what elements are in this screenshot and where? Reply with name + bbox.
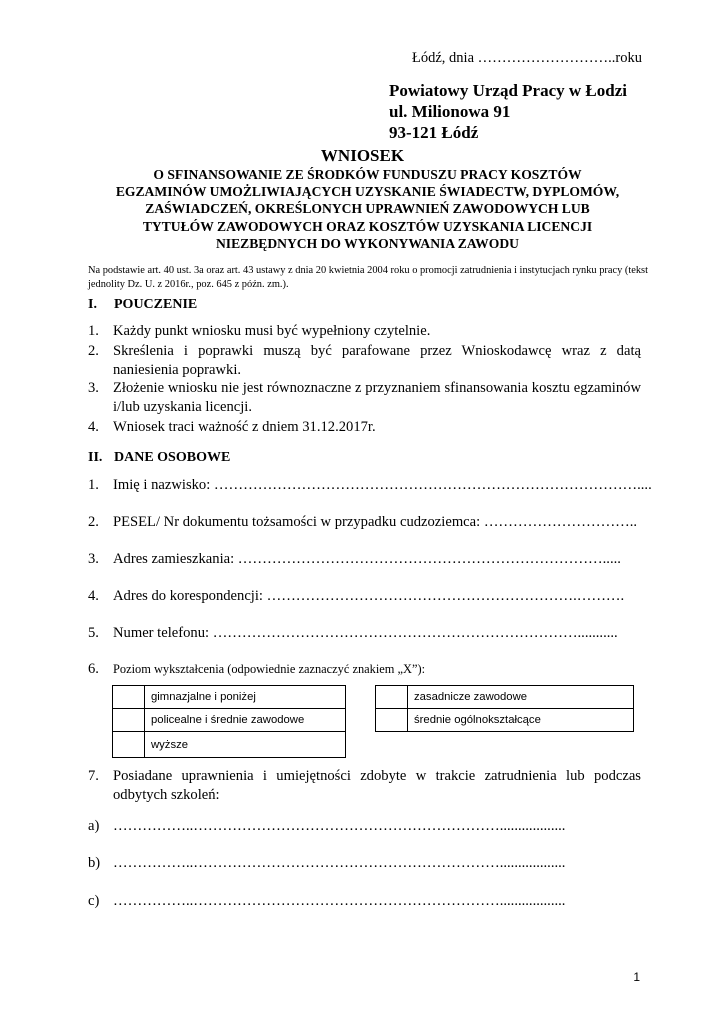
- skills-line-a[interactable]: [88, 818, 565, 835]
- line-letter: a): [88, 818, 100, 834]
- section-title: DANE OSOBOWE: [114, 450, 231, 465]
- education-option: [376, 709, 634, 732]
- item-text: Złożenie wniosku nie jest równoznaczne z przyznaniem sfinansowania kosztu egzaminów i/lub uzyskania licencji.: [113, 380, 641, 415]
- item-text: Skreślenia i poprawki muszą być parafowane przez Wnioskodawcę wraz z datą naniesienia poprawki.: [113, 343, 641, 378]
- education-option: [113, 686, 346, 709]
- education-checkbox[interactable]: [376, 709, 408, 732]
- field-number: 2.: [88, 514, 99, 530]
- address-line: ul. Milionowa 91: [389, 102, 511, 121]
- field-number: 5.: [88, 625, 99, 641]
- instruction-item: [88, 322, 641, 341]
- subtitle-line: ZAŚWIADCZEŃ, OKREŚLONYCH UPRAWNIEŃ ZAWODOWYCH LUB: [145, 201, 590, 217]
- field-label: Adres do korespondencji: ……………………………………………………….……….: [113, 588, 625, 604]
- education-option-label: wyższe: [145, 732, 346, 758]
- field-label: Imię i nazwisko: ……………………………………………………………………………....: [113, 477, 652, 493]
- document-subtitle: [95, 166, 640, 252]
- line-dots: ……………..………………………………………………………..................: [113, 818, 566, 834]
- education-option: [113, 709, 346, 732]
- item-text: Każdy punkt wniosku musi być wypełniony czytelnie.: [113, 323, 431, 339]
- skills-line-b[interactable]: [88, 855, 565, 872]
- education-option: [113, 732, 346, 758]
- office-address: [389, 80, 627, 143]
- page-number: 1: [633, 970, 640, 984]
- education-options-left: [112, 685, 346, 758]
- field-number: 3.: [88, 551, 99, 567]
- subtitle-line: O SFINANSOWANIE ZE ŚRODKÓW FUNDUSZU PRACY KOSZTÓW: [153, 167, 582, 182]
- education-option-label: gimnazjalne i poniżej: [145, 686, 346, 709]
- phone-field[interactable]: [88, 625, 618, 642]
- education-checkbox[interactable]: [113, 709, 145, 732]
- subtitle-line: TYTUŁÓW ZAWODOWYCH ORAZ KOSZTÓW UZYSKANIA LICENCJI: [142, 218, 593, 234]
- item-text: Posiadane uprawnienia i umiejętności zdobyte w trakcie zatrudnienia lub podczas odbytych szkoleń:: [113, 768, 641, 803]
- date-line: Łódź, dnia ………………………..roku: [412, 50, 642, 66]
- education-option-label: średnie ogólnokształcące: [408, 709, 634, 732]
- line-letter: c): [88, 893, 100, 909]
- item-number: 2.: [88, 343, 99, 359]
- skills-line-c[interactable]: [88, 893, 565, 910]
- residence-address-field[interactable]: [88, 551, 621, 568]
- skills-item: [88, 767, 641, 805]
- address-line: 93-121 Łódź: [389, 123, 479, 142]
- item-text: Wniosek traci ważność z dniem 31.12.2017r.: [113, 419, 376, 435]
- education-checkbox[interactable]: [376, 686, 408, 709]
- subtitle-line: NIEZBĘDNYCH DO WYKONYWANIA ZAWODU: [215, 235, 519, 251]
- item-number: 1.: [88, 323, 99, 339]
- field-label: PESEL/ Nr dokumentu tożsamości w przypadku cudzoziemca: …………………………..: [113, 514, 638, 530]
- subtitle-line: EGZAMINÓW UMOŻLIWIAJĄCYCH UZYSKANIE ŚWIADECTW, DYPLOMÓW,: [115, 184, 620, 200]
- field-number: 6.: [88, 661, 99, 677]
- education-option-label: policealne i średnie zawodowe: [145, 709, 346, 732]
- section-heading-personal-data: [88, 450, 388, 470]
- field-number: 4.: [88, 588, 99, 604]
- education-heading: [88, 661, 425, 678]
- field-label: Poziom wykształcenia (odpowiednie zaznaczyć znakiem „X”):: [113, 662, 426, 676]
- section-number: II.: [88, 450, 103, 465]
- education-option-label: zasadnicze zawodowe: [408, 686, 634, 709]
- item-number: 7.: [88, 768, 99, 784]
- name-field[interactable]: [88, 477, 652, 494]
- document-title: WNIOSEK: [320, 146, 405, 165]
- line-letter: b): [88, 855, 101, 871]
- education-option: [376, 686, 634, 709]
- instruction-item: [88, 379, 641, 417]
- pesel-field[interactable]: [88, 514, 637, 531]
- section-number: I.: [88, 297, 97, 312]
- field-label: Numer telefonu: …………………………………………………………………...........: [113, 625, 618, 641]
- line-dots: ……………..………………………………………………………..................: [113, 893, 566, 909]
- field-number: 1.: [88, 477, 99, 493]
- correspondence-address-field[interactable]: [88, 588, 624, 605]
- instruction-item: [88, 418, 641, 437]
- legal-basis: Na podstawie art. 40 ust. 3a oraz art. 43 ustawy z dnia 20 kwietnia 2004 roku o promocji zatrudnienia i instytucjach rynku pracy (tekst jednolity Dz. U. z 2016r., poz. 645 z późn. zm.).: [88, 265, 648, 290]
- section-title: POUCZENIE: [114, 297, 198, 312]
- line-dots: ……………..………………………………………………………..................: [113, 855, 566, 871]
- instruction-item: [88, 342, 641, 380]
- education-checkbox[interactable]: [113, 732, 145, 758]
- item-number: 3.: [88, 380, 99, 396]
- item-number: 4.: [88, 419, 99, 435]
- address-line: Powiatowy Urząd Pracy w Łodzi: [389, 81, 627, 100]
- education-checkbox[interactable]: [113, 686, 145, 709]
- field-label: Adres zamieszkania: ………………………………………………………………….....: [113, 551, 621, 567]
- section-heading-instructions: [88, 297, 388, 317]
- education-options-right: [375, 685, 634, 732]
